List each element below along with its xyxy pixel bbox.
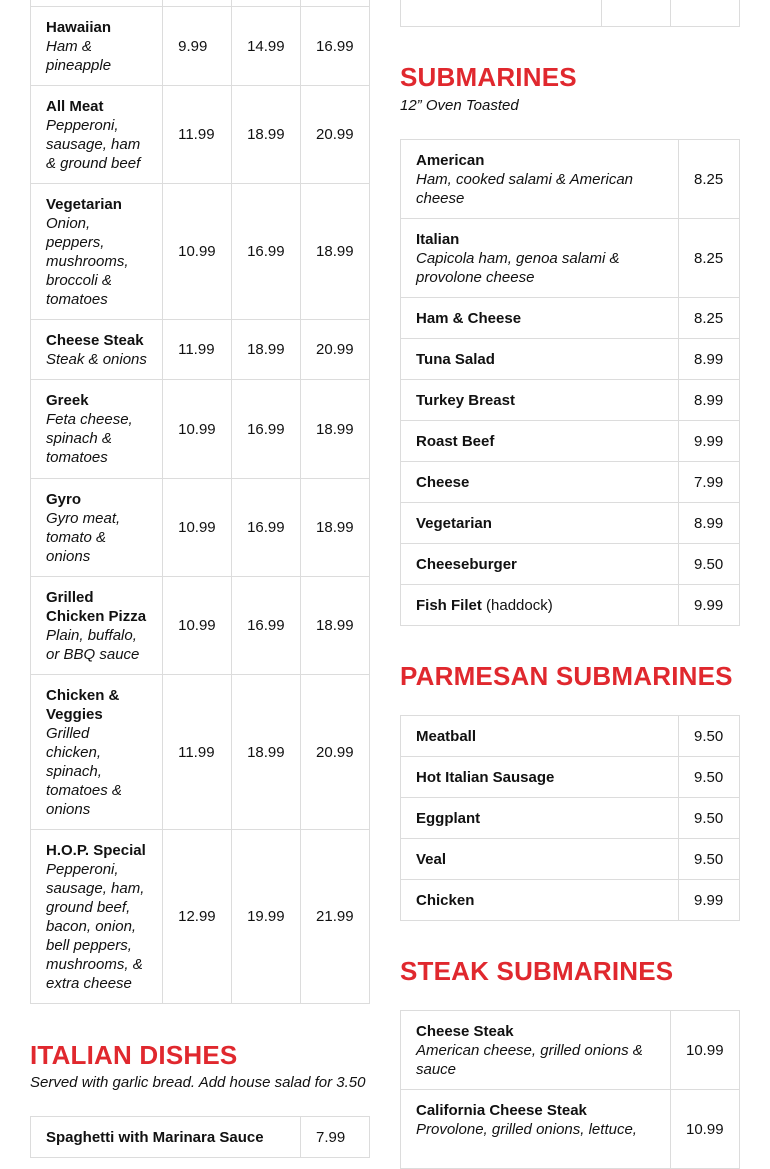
italian-dishes-title: ITALIAN DISHES [30,1040,238,1070]
submarines-subtitle: 12” Oven Toasted [400,97,519,114]
menu-item [31,1117,301,1158]
menu-item-name: All Meat [46,97,104,115]
menu-item-name: California Cheese Steak [416,1102,587,1119]
menu-item-name-line [416,151,663,170]
menu-item [401,219,679,298]
menu-item-price: 14.99 [232,7,301,86]
menu-item-name: Vegetarian [416,514,492,532]
menu-item-description: Onion, peppers, mushrooms, broccoli & tomatoes [46,214,129,308]
table-row [31,184,370,320]
menu-item [401,585,679,626]
menu-item-name: Gyro [46,490,82,508]
extra-sauce-table [400,0,740,27]
table-row [401,421,740,462]
menu-item-name: H.O.P. Special [46,841,146,859]
menu-item-price: 16.99 [232,184,301,320]
menu-item-price: 18.99 [301,184,370,320]
menu-item-price: 10.99 [163,380,232,479]
table-row [401,544,740,585]
submarines-table [400,139,740,626]
menu-item-name-line [416,350,663,369]
table-row [401,339,740,380]
menu-item-price: 9.50 [679,544,740,585]
menu-item-price: 8.25 [679,140,740,219]
table-row [31,577,370,675]
menu-item-name: Eggplant [416,809,481,827]
menu-item [401,1011,671,1090]
menu-item-name: Roast Beef [416,432,495,450]
menu-item [31,184,163,320]
menu-item [31,86,163,184]
menu-item-name [401,0,602,27]
menu-item [401,1090,671,1169]
menu-item [31,479,163,577]
menu-item-description: Plain, buffalo, or BBQ sauce [46,626,140,663]
table-row [31,1117,370,1158]
menu-item-price: 9.99 [679,421,740,462]
menu-item-price: 8.99 [679,380,740,421]
menu-item-name: Cheese [416,473,470,491]
menu-item-price: 18.99 [301,577,370,675]
menu-item-price: 18.99 [301,380,370,479]
menu-item [401,462,679,503]
menu-item-description: American cheese, grilled onions & sauce [416,1041,643,1078]
table-row [31,320,370,380]
menu-item-price: 11.99 [163,675,232,830]
menu-item-name-line [416,514,663,533]
menu-item-name-line [416,309,663,328]
menu-item-price: 20.99 [301,320,370,380]
menu-item-name: Hot Italian Sausage [416,768,555,786]
menu-item-note: (haddock) [486,596,553,614]
menu-item-description: Pepperoni, sausage, ham & ground beef [46,116,141,172]
menu-item [31,380,163,479]
table-row [401,140,740,219]
table-row [401,0,740,27]
menu-item [31,577,163,675]
steak-submarines-table [400,1010,740,1169]
menu-item-price: 10.99 [671,1090,740,1169]
menu-item-description: Steak & onions [46,350,147,368]
table-row [401,1090,740,1169]
menu-item-name: Italian [416,230,460,248]
menu-item-description: Feta cheese, spinach & tomatoes [46,411,133,466]
menu-item-price: 10.99 [671,1011,740,1090]
menu-item [31,320,163,380]
menu-item-price: 20.99 [301,675,370,830]
menu-item-price: 16.99 [232,380,301,479]
menu-item-price: 10.99 [163,184,232,320]
italian-dishes-subtitle: Served with garlic bread. Add house salad for 3.50 [30,1074,366,1091]
table-row [401,298,740,339]
menu-item-description: Ham, cooked salami & American cheese [416,170,634,207]
menu-item-description: Grilled chicken, spinach, tomatoes & onions [46,724,122,818]
menu-item-price: 18.99 [232,86,301,184]
menu-item-name: Cheese Steak [46,331,144,349]
menu-item-price: 8.99 [679,339,740,380]
menu-item-price: 9.99 [163,7,232,86]
menu-item-name: Spaghetti with Marinara Sauce [46,1129,264,1146]
parmesan-submarines-table [400,715,740,921]
menu-item-price: 9.99 [679,585,740,626]
menu-item-name: Grilled Chicken Pizza [46,588,147,625]
table-row [31,380,370,479]
menu-item-name: Hawaiian [46,18,112,36]
menu-item-description: Capicola ham, genoa salami & provolone cheese [416,249,620,286]
menu-item-price: 11.99 [163,320,232,380]
menu-item-price: 16.99 [301,7,370,86]
menu-item [31,7,163,86]
menu-item-price: 10.99 [163,479,232,577]
table-row [31,479,370,577]
menu-item [401,798,679,839]
menu-item-name-line [416,230,663,249]
menu-item-name: Veal [416,850,447,868]
pizza-table [30,0,370,1004]
menu-item-description: Pepperoni, sausage, ham, ground beef, bacon, onion, bell peppers, mushrooms, & extra cheese [46,860,145,992]
menu-item-price: 12.99 [163,830,232,1004]
table-row [401,839,740,880]
table-row [401,1011,740,1090]
table-row [401,503,740,544]
menu-item-description: Ham & pineapple [46,37,112,74]
menu-item-price: 18.99 [232,675,301,830]
menu-item [401,503,679,544]
menu-item [31,675,163,830]
table-row [401,585,740,626]
menu-item [401,380,679,421]
table-row [31,7,370,86]
menu-item-price: 8.25 [679,219,740,298]
menu-item [401,298,679,339]
menu-item-name: Greek [46,392,89,409]
menu-item-price [671,0,740,27]
menu-item [401,140,679,219]
menu-item [401,544,679,585]
menu-item-name: Fish Filet [416,596,482,614]
menu-item-price: 18.99 [232,320,301,380]
table-row [31,675,370,830]
menu-item-price: 9.50 [679,839,740,880]
menu-item-name-line [416,555,663,574]
table-row [401,880,740,921]
table-row [31,86,370,184]
menu-item-price: 10.99 [163,577,232,675]
table-row [401,757,740,798]
table-row [401,380,740,421]
italian-dishes-table [30,1116,370,1158]
menu-item-price: 9.50 [679,757,740,798]
menu-item-name: Cheese Steak [416,1022,514,1040]
menu-item-description: Gyro meat, tomato & onions [46,509,121,565]
menu-item [31,830,163,1004]
menu-item-name: American [416,151,485,169]
menu-item-name-line [416,596,663,615]
menu-item [401,339,679,380]
menu-item [401,716,679,757]
menu-item-price: 18.99 [301,479,370,577]
menu-item-price: 9.99 [679,880,740,921]
menu-item-price: 9.50 [679,798,740,839]
menu-item-name: Cheeseburger [416,555,517,573]
menu-item-price: 16.99 [232,577,301,675]
menu-item [401,757,679,798]
empty-cell [602,0,671,27]
submarines-title: SUBMARINES [400,62,577,92]
menu-item-name: Turkey Breast [416,391,515,409]
table-row [401,462,740,503]
menu-item-price: 21.99 [301,830,370,1004]
menu-item-price: 20.99 [301,86,370,184]
menu-item-price: 7.99 [301,1117,370,1158]
menu-item-name-line [416,473,663,492]
menu-item-name: Ham & Cheese [416,309,522,327]
menu-item-price: 7.99 [679,462,740,503]
menu-item-name-line [416,432,663,451]
menu-item-name: Vegetarian [46,195,122,213]
table-row [401,219,740,298]
menu-item-name: Meatball [416,727,477,745]
steak-submarines-title: STEAK SUBMARINES [400,956,674,986]
menu-item [401,839,679,880]
menu-item-name: Tuna Salad [416,350,495,368]
menu-item-price: 19.99 [232,830,301,1004]
menu-item-description: Provolone, grilled onions, lettuce, [416,1121,637,1138]
menu-item-price: 9.50 [679,716,740,757]
parmesan-submarines-title: PARMESAN SUBMARINES [400,661,733,691]
table-row [401,716,740,757]
menu-item-price: 16.99 [232,479,301,577]
menu-item-price: 11.99 [163,86,232,184]
menu-item [401,421,679,462]
table-row [31,830,370,1004]
menu-item-name: Chicken & Veggies [46,686,120,723]
menu-item-name: Chicken [416,891,475,909]
table-row [401,798,740,839]
menu-item-name-line [416,391,663,410]
menu-item-price: 8.99 [679,503,740,544]
menu-item-price: 8.25 [679,298,740,339]
menu-item [401,880,679,921]
